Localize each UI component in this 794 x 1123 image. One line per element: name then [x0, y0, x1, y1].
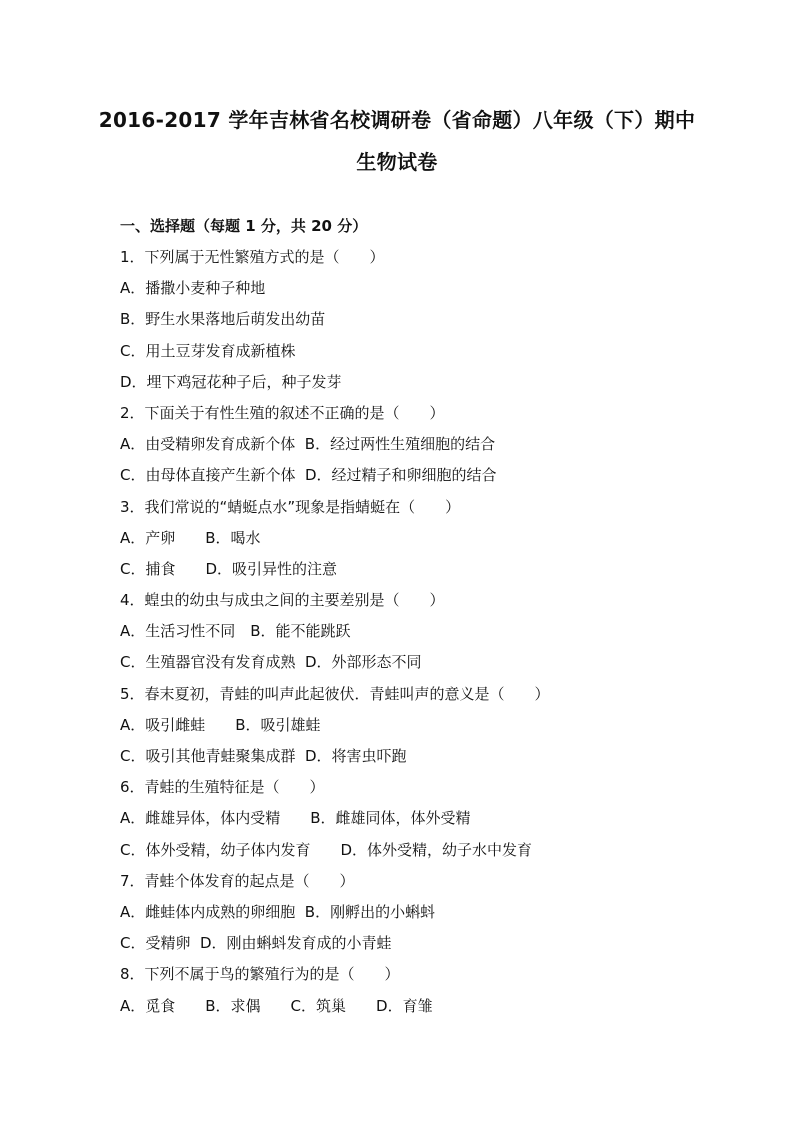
question-6-options-ab: A．雌雄异体，体内受精 B．雌雄同体，体外受精 [120, 809, 471, 828]
question-5-options-cd: C．吸引其他青蛙聚集成群 D．将害虫吓跑 [120, 747, 407, 765]
question-1-option-c: C．用土豆芽发育成新植株 [120, 341, 296, 360]
question-4-options-cd: C．生殖器官没有发育成熟 D．外部形态不同 [120, 653, 422, 672]
question-6-stem: 6．青蛙的生殖特征是（ ） [120, 778, 325, 797]
question-7-stem: 7．青蛙个体发育的起点是（ ） [120, 871, 355, 890]
question-4-options-ab: A．生活习性不同 B．能不能跳跃 [120, 622, 351, 641]
question-5-options-ab: A．吸引雌蛙 B．吸引雄蛙 [120, 715, 321, 734]
question-3-options-ab: A．产卵 B．喝水 [120, 528, 261, 547]
question-2-stem: 2．下面关于有性生殖的叙述不正确的是（ ） [120, 403, 445, 422]
question-7-options-ab: A．雌蛙体内成熟的卵细胞 B．刚孵出的小蝌蚪 [120, 902, 436, 921]
question-5-stem: 5．春末夏初，青蛙的叫声此起彼伏．青蛙叫声的意义是（ ） [120, 684, 550, 703]
question-1-option-b: B．野生水果落地后萌发出幼苗 [120, 310, 326, 329]
exam-title-line-2: 生物试卷 [356, 150, 438, 174]
question-list [120, 246, 680, 1026]
question-2-options-cd: C．由母体直接产生新个体 D．经过精子和卵细胞的结合 [120, 466, 497, 485]
section-heading: 一、选择题（每题 1 分，共 20 分） [120, 217, 368, 235]
question-8-options: A．觅食 B．求偶 C．筑巢 D．育雏 [120, 996, 433, 1015]
question-1-option-a: A．播撒小麦种子种地 [120, 279, 266, 298]
question-2-options-ab: A．由受精卵发育成新个体 B．经过两性生殖细胞的结合 [120, 435, 496, 454]
question-1-stem: 1．下列属于无性繁殖方式的是（ ） [120, 248, 385, 266]
question-4-stem: 4．蝗虫的幼虫与成虫之间的主要差别是（ ） [120, 591, 445, 610]
question-3-stem: 3．我们常说的“蜻蜓点水”现象是指蜻蜓在（ ） [120, 497, 461, 516]
question-6-options-cd: C．体外受精，幼子体内发育 D．体外受精，幼子水中发育 [120, 840, 533, 859]
question-7-options-cd: C．受精卵 D．刚由蝌蚪发育成的小青蛙 [120, 934, 392, 953]
exam-title-line-1: 2016-2017 学年吉林省名校调研卷（省命题）八年级（下）期中 [98, 108, 696, 132]
question-8-stem: 8．下列不属于鸟的繁殖行为的是（ ） [120, 965, 400, 984]
question-1-option-d: D．埋下鸡冠花种子后，种子发芽 [120, 372, 342, 391]
question-3-options-cd: C．捕食 D．吸引异性的注意 [120, 559, 338, 578]
